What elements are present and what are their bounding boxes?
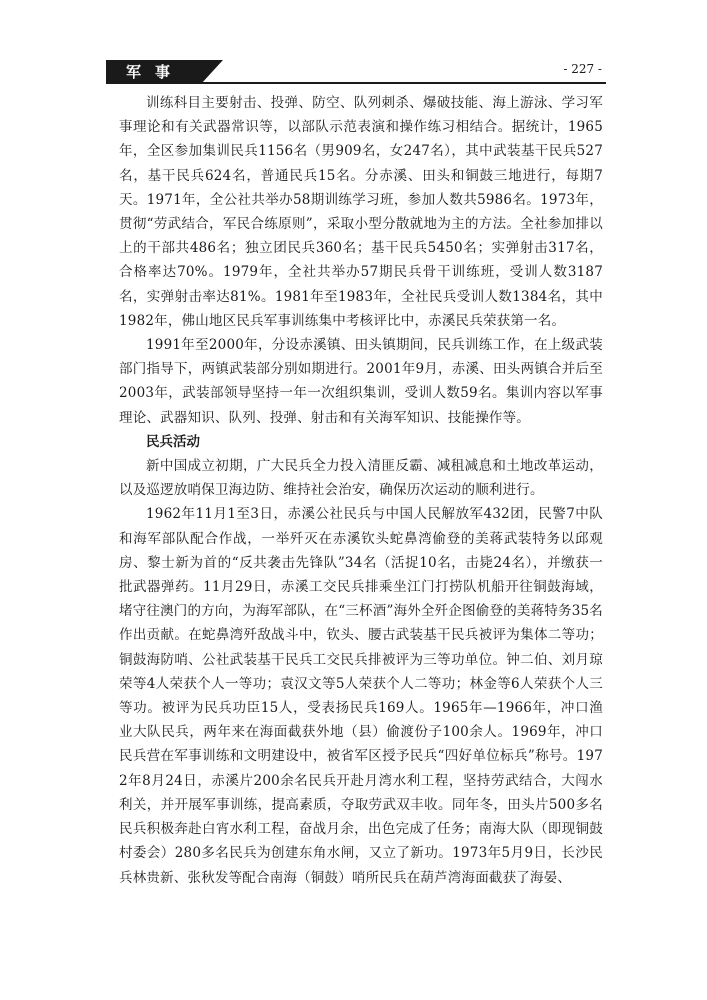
paragraph: 训练科目主要射击、投弹、防空、队列刺杀、爆破技能、海上游泳、学习军事理论和有关武器常识等，以部队示范表演和操作练习相结合。据统计，1965年，全区参加集训民兵1156名（男909名，女247名），其中武装基干民兵527名，基干民兵624名，普通民兵15名。分赤溪、田头和铜鼓三地进行，每期7天。1971年，全公社共举办58期训练学习班，参加人数共5986名。1973年，贯彻“劳武结合，军民合练原则”，采取小型分散就地为主的方法。全社参加排以上的干部共486名；独立团民兵360名；基干民兵5450名；实弹射击317名，合格率达70%。1979年，全社共举办57期民兵骨干训练班，受训人数3187名，实弹射击率达81%。1981年至1983年，全社民兵受训人数1384名，其中1982年，佛山地区民兵军事训练集中考核评比中，赤溪民兵荣获第一名。 <box>119 95 603 329</box>
paragraph: 1962年11月1至3日，赤溪公社民兵与中国人民解放军432团，民警7中队和海军部队配合作战，一举歼灭在赤溪钦头蛇鼻湾偷登的美蒋武装特务以邱观房、黎士新为首的“反共袭击先锋队”34名（活捉10名，击毙24名），并缴获一批武器弹药。11月29日，赤溪工交民兵排乘坐江门打捞队机船开往铜鼓海域，堵守往澳门的方向，为海军部队，在“三杯酒”海外全歼企图偷登的美蒋特务35名作出贡献。在蛇鼻湾歼敌战斗中，钦头、腰古武装基干民兵被评为集体二等功；铜鼓海防哨、公社武装基干民兵工交民兵排被评为三等功单位。钟二伯、刘月琼荣等4人荣获个人一等功；袁汉文等5人荣获个人二等功；林金等6人荣获个人三等功。被评为民兵功臣15人，受表扬民兵169人。1965年—1966年，冲口渔业大队民兵，两年来在海面截获外地（县）偷渡份子100余人。1969年，冲口民兵营在军事训练和文明建设中，被省军区授予民兵“四好单位标兵”称号。1972年8月24日，赤溪片200余名民兵开赴月湾水利工程，坚持劳武结合，大闯水利关，并开展军事训练，提高素质，夺取劳武双丰收。同年冬，田头片500多名民兵积极奔赴白宵水利工程，奋战月余，出色完成了任务；南海大队（即现铜鼓村委会）280多名民兵为创建东角水闸，又立了新功。1973年5月9日，长沙民兵林贵新、张秋发等配合南海（铜鼓）哨所民兵在葫芦湾海面截获了海晏、 <box>119 506 603 886</box>
section-heading: 民兵活动 <box>146 433 200 450</box>
paragraph: 新中国成立初期，广大民兵全力投入清匪反霸、减租减息和土地改革运动，以及巡逻放哨保卫海边防、维持社会治安，确保历次运动的顺利进行。 <box>119 458 603 499</box>
section-tab-slant <box>201 60 223 84</box>
paragraph: 1991年至2000年，分设赤溪镇、田头镇期间，民兵训练工作，在上级武装部门指导下，两镇武装部分别如期进行。2001年9月，赤溪、田头两镇合并后至2003年，武装部领导坚持一年一次组织集训，受训人数59名。集训内容以军事理论、武器知识、队列、投弹、射击和有关海军知识、技能操作等。 <box>119 337 603 426</box>
running-header <box>106 60 606 84</box>
header-rule <box>106 82 606 84</box>
page-number: - 227 - <box>563 62 602 76</box>
page-body <box>119 91 603 890</box>
section-title: 军事 <box>126 63 185 81</box>
